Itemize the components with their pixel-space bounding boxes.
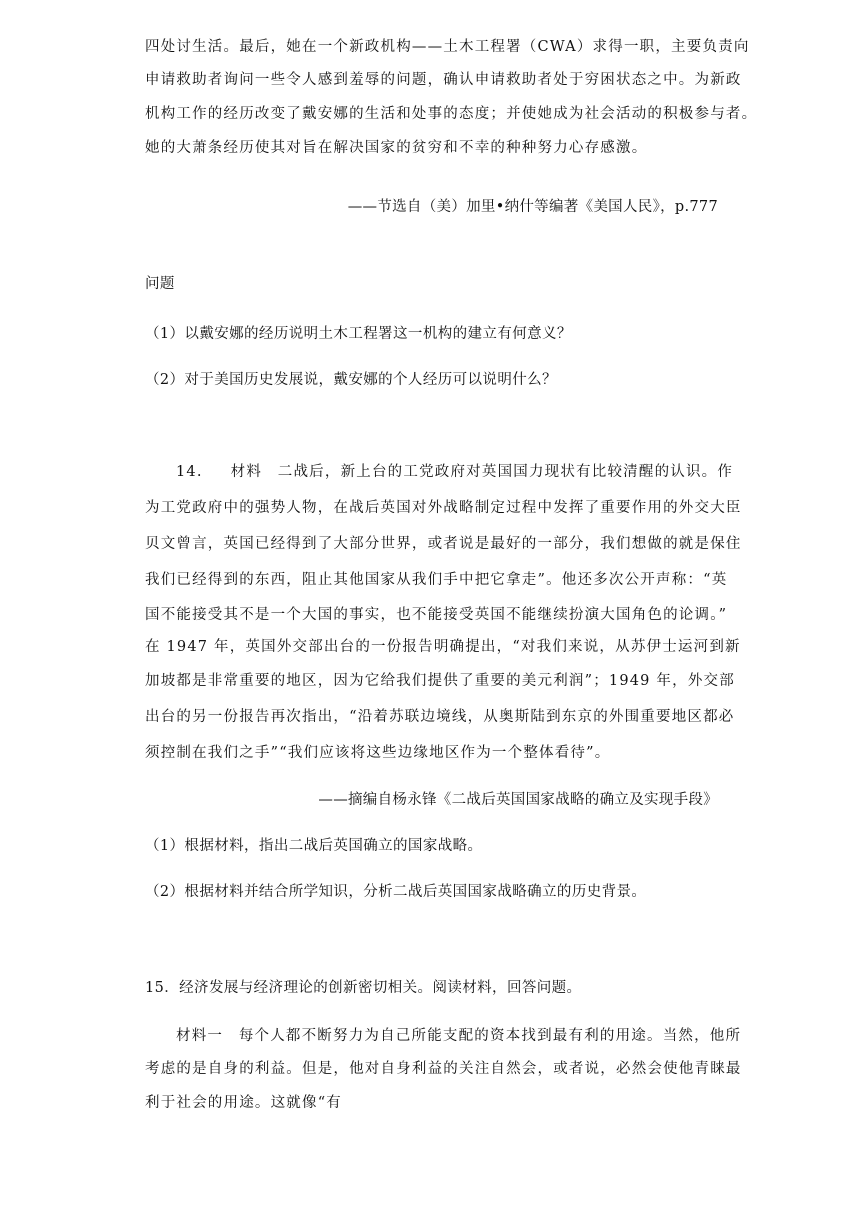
q14-line-4: 我们已经得到的东西，阻止其他国家从我们手中把它拿走”。他还多次公开声称：“英 <box>145 572 728 588</box>
q15-first-line-text: 每个人都不断努力为自己所能支配的资本找到最有利的用途。当然，他所 <box>238 1028 742 1044</box>
q15-title: 15．经济发展与经济理论的创新密切相关。阅读材料，回答问题。 <box>145 980 582 996</box>
q13-source: ——节选自（美）加里•纳什等编著《美国人民》，p.777 <box>347 199 718 215</box>
q14-question-1: （1）根据材料，指出二战后英国确立的国家战略。 <box>145 838 483 854</box>
q14-line-3: 贝文曾言，英国已经得到了大部分世界，或者说是最好的一部分，我们想做的就是保住 <box>145 536 742 552</box>
q14-number: 14. <box>176 464 203 480</box>
q13-questions-label: 问题 <box>145 276 175 292</box>
q14-first-line <box>176 462 733 482</box>
q14-line-8: 出台的另一份报告再次指出，“沿着苏联边境线，从奥斯陆到东京的外围重要地区都必 <box>145 709 735 725</box>
q15-material-label: 材料一 <box>176 1028 224 1044</box>
q15-line-3: 利于社会的用途。这就像“有 <box>145 1095 343 1111</box>
q13-line-2: 申请救助者询问一些令人感到羞辱的问题，确认申请救助者处于穷困状态之中。为新政 <box>145 72 742 88</box>
q14-line-9: 须控制在我们之手”“我们应该将这些边缘地区作为一个整体看待”。 <box>145 745 611 761</box>
q15-line-2: 考虑的是自身的利益。但是，他对自身利益的关注自然会，或者说，必然会使他青睐最 <box>145 1061 742 1077</box>
q14-line-7: 加坡都是非常重要的地区，因为它给我们提供了重要的美元利润”；1949 年，外交部 <box>145 673 735 689</box>
q14-material-label: 材料 <box>230 464 263 480</box>
q14-source: ——摘编自杨永锋《二战后英国国家战略的确立及实现手段》 <box>318 792 718 808</box>
q13-question-1: （1）以戴安娜的经历说明土木工程署这一机构的建立有何意义？ <box>145 326 572 342</box>
q13-line-1: 四处讨生活。最后，她在一个新政机构——土木工程署（CWA）求得一职，主要负责向 <box>145 39 750 55</box>
q14-first-line-text: 二战后，新上台的工党政府对英国国力现状有比较清醒的认识。作 <box>277 464 734 480</box>
q14-line-6: 在 1947 年，英国外交部出台的一份报告明确提出，“对我们来说，从苏伊士运河到新 <box>145 639 741 655</box>
q15-first-line <box>176 1026 741 1046</box>
q14-question-2: （2）根据材料并结合所学知识，分析二战后英国国家战略确立的历史背景。 <box>145 884 647 900</box>
q14-line-2: 为工党政府中的强势人物，在战后英国对外战略制定过程中发挥了重要作用的外交大臣 <box>145 500 742 516</box>
q13-line-4: 她的大萧条经历使其对旨在解决国家的贫穷和不幸的种种努力心存感激。 <box>145 140 648 156</box>
q13-line-3: 机构工作的经历改变了戴安娜的生活和处事的态度；并使她成为社会活动的积极参与者。 <box>145 106 758 122</box>
q13-question-2: （2）对于美国历史发展说，戴安娜的个人经历可以说明什么？ <box>145 372 557 388</box>
q14-line-5: 国不能接受其不是一个大国的事实，也不能接受英国不能继续扮演大国角色的论调。” <box>145 607 728 623</box>
